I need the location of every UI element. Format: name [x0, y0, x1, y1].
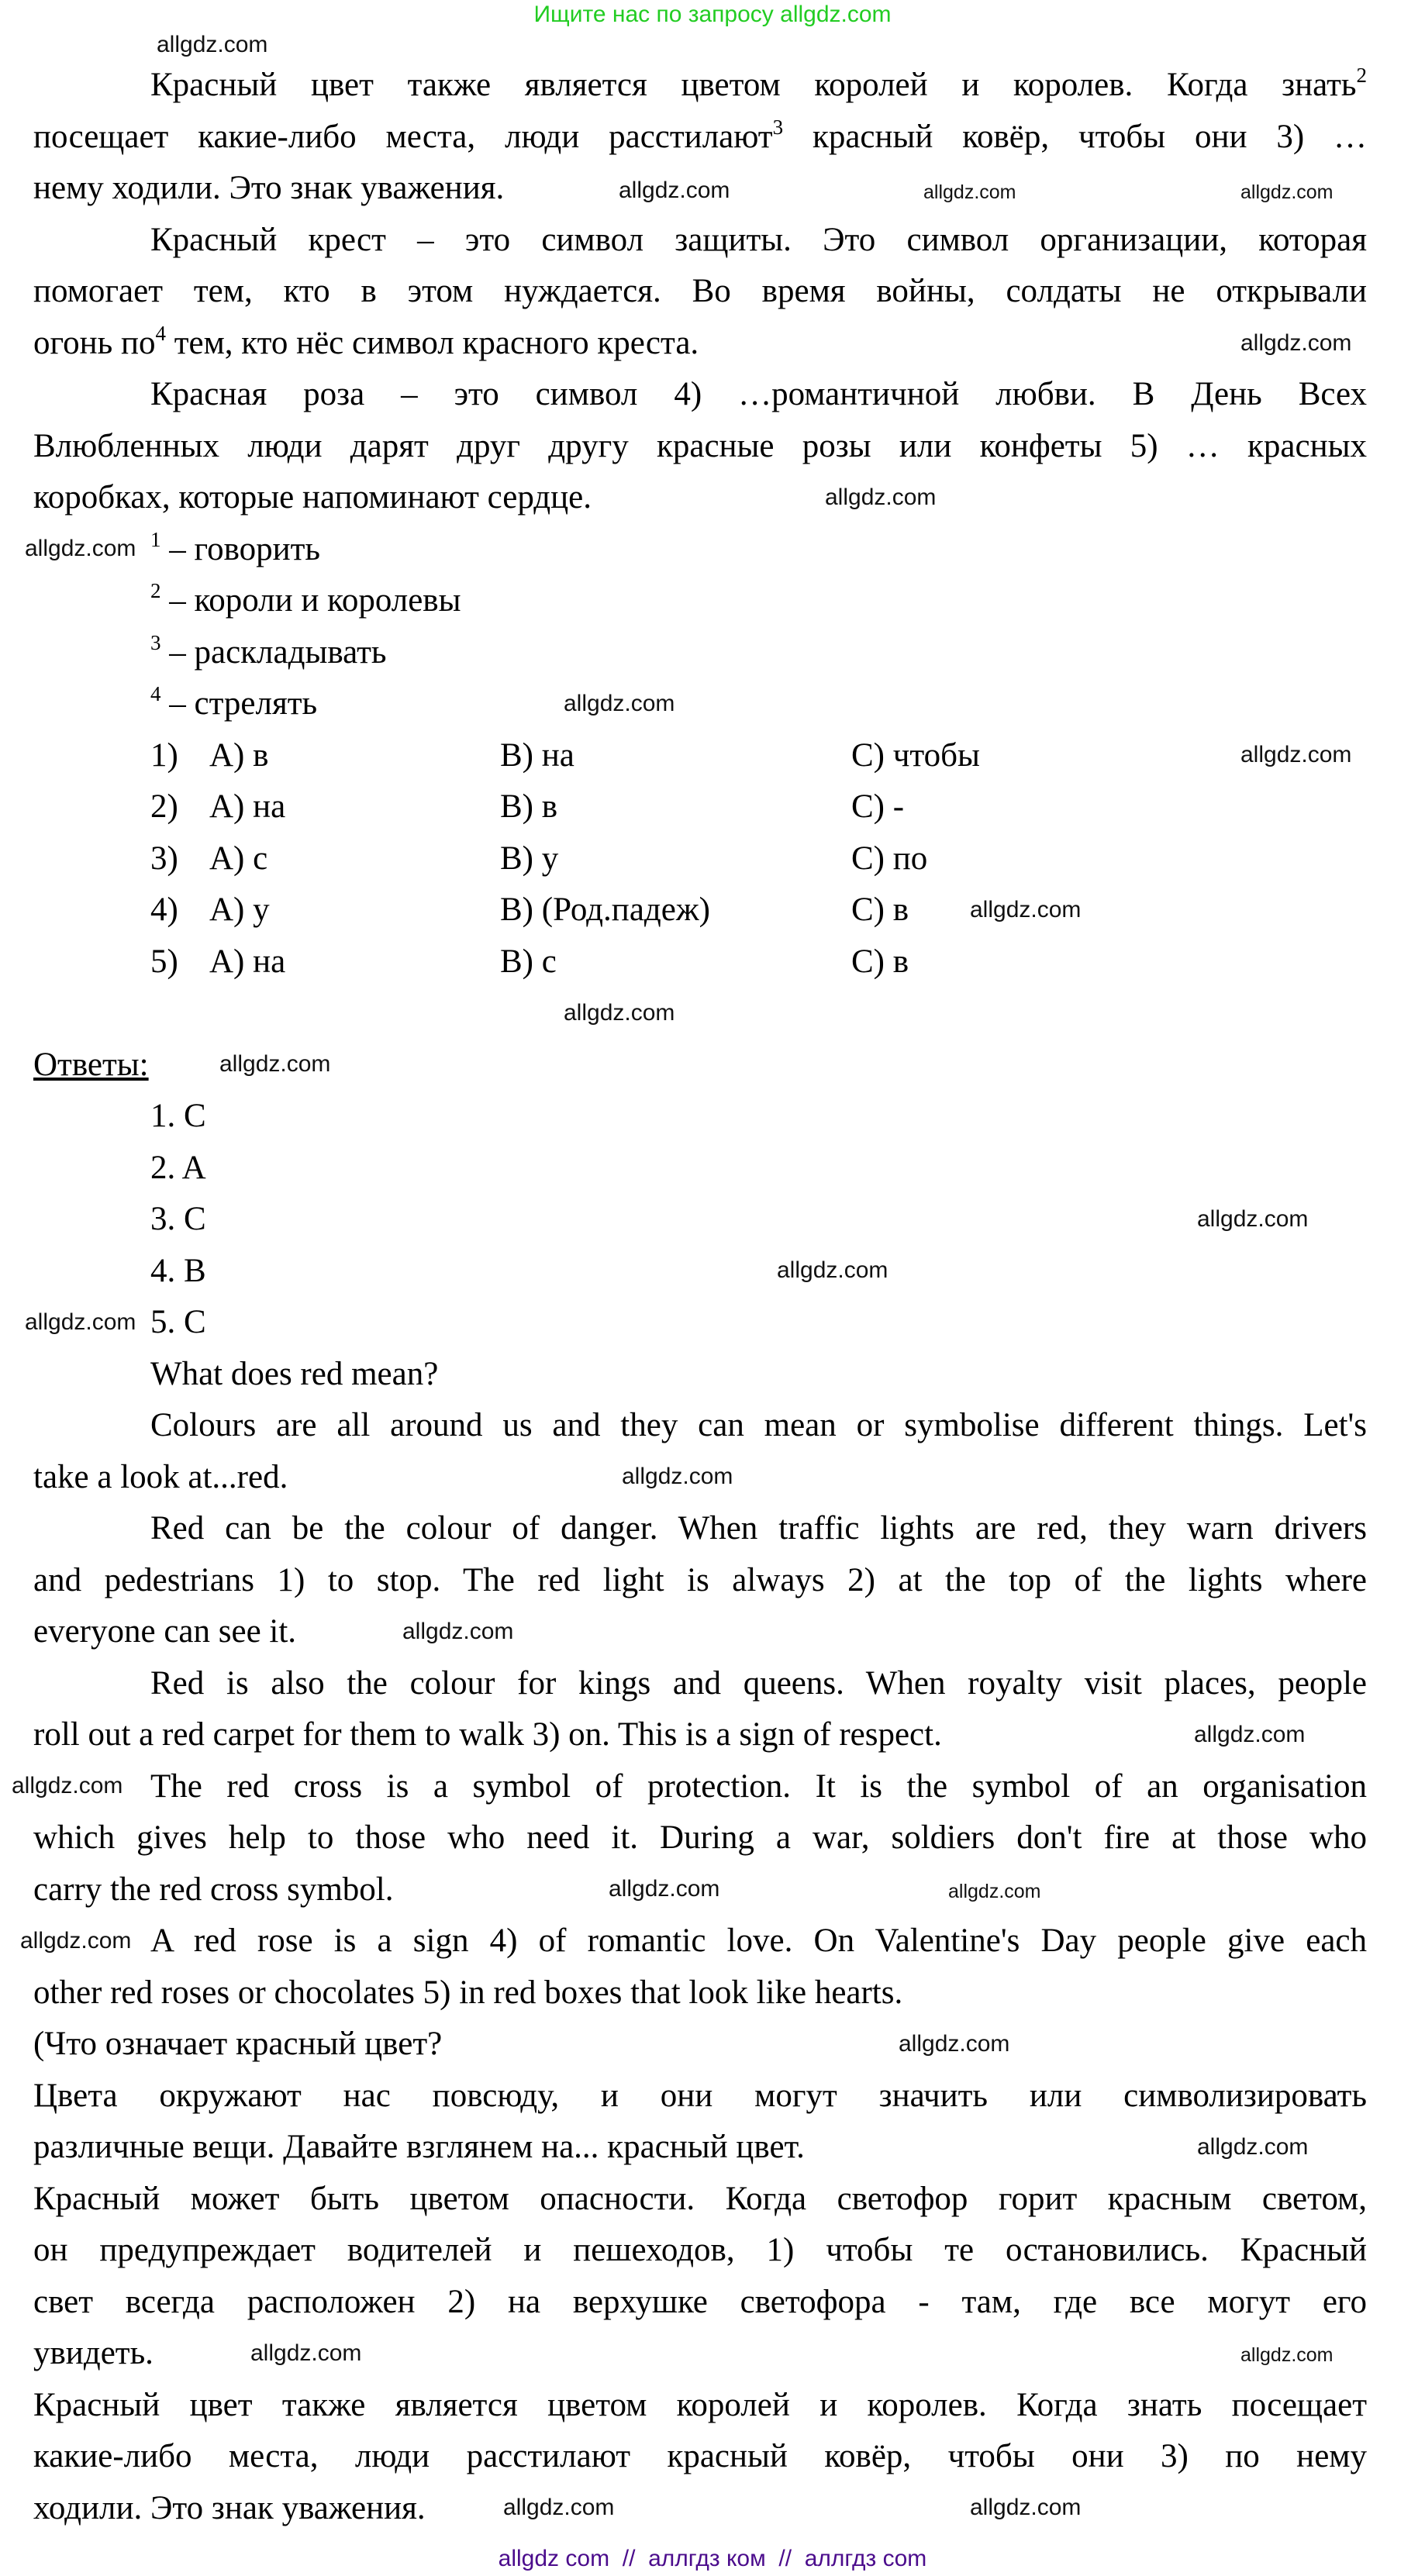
watermark: allgdz.com: [1240, 330, 1352, 356]
answer: 3. C: [150, 1201, 206, 1237]
footnote-ref: 3: [772, 115, 784, 139]
text-line: everyone can see it.: [33, 1613, 297, 1650]
option-row: 3) A) с B) у C) по: [150, 840, 928, 877]
footnote-ref: 4: [155, 321, 166, 345]
watermark: allgdz.com: [564, 1000, 675, 1026]
watermark: allgdz.com: [899, 2031, 1010, 2057]
text-line: Красный цвет также является цветом королей и королев. Когда знать посещает: [33, 2386, 1367, 2423]
footer-banner: [0, 2546, 1425, 2576]
blank-line: [33, 988, 1367, 1040]
watermark: allgdz.com: [20, 1928, 132, 1954]
watermark: allgdz.com: [1240, 2344, 1334, 2366]
watermark: allgdz.com: [825, 485, 937, 510]
text-line: Красный может быть цветом опасности. Когда светофор горит красным светом,: [33, 2180, 1367, 2217]
watermark: allgdz.com: [503, 2495, 615, 2520]
footnote: $^3$ – раскладывать: [150, 630, 387, 671]
answer: 5. C: [150, 1304, 206, 1340]
watermark: allgdz.com: [219, 1051, 331, 1077]
footnote: $^4$ – стрелять: [150, 682, 318, 722]
text-line: which gives help to those who need it. During a war, soldiers don't fire at those who: [33, 1819, 1367, 1856]
watermark: allgdz.com: [25, 536, 136, 561]
header-banner-text: Ищите нас по запросу allgdz.com: [533, 2, 892, 27]
text-line: carry the red cross symbol.: [33, 1871, 394, 1908]
text-line: различные вещи. Давайте взглянем на... красный цвет.: [33, 2129, 805, 2165]
text-line: Влюбленных люди дарят друг другу красные розы или конфеты 5) … красных: [33, 427, 1367, 464]
text-line: свет всегда расположен 2) на верхушке светофора - там, где все могут его: [33, 2283, 1367, 2320]
watermark: allgdz.com: [1194, 1722, 1306, 1747]
watermark: allgdz.com: [619, 178, 730, 203]
translation-title: (Что означает красный цвет?: [33, 2026, 443, 2062]
option-row: 4) A) у B) (Род.падеж) C) в: [150, 891, 909, 928]
answer: 4. B: [150, 1252, 206, 1289]
option-row: 2) A) на B) в C) -: [150, 788, 905, 825]
watermark: allgdz.com: [1197, 1206, 1309, 1232]
footnote-ref: 2: [1356, 64, 1367, 87]
text-line: Red can be the colour of danger. When traffic lights are red, they warn drivers: [150, 1510, 1367, 1547]
text-line: Красный цвет также является цветом королей и королев. Когда знать$^2$: [150, 64, 1367, 103]
text-line: помогает тем, кто в этом нуждается. Во время войны, солдаты не открывали: [33, 273, 1367, 309]
option-row: 5) A) на B) с C) в: [150, 943, 909, 980]
text-line: Colours are all around us and they can mean or symbolise different things. Let's: [150, 1407, 1367, 1443]
text-line: roll out a red carpet for them to walk 3) on. This is a sign of respect.: [33, 1716, 942, 1753]
answer: 1. C: [150, 1098, 206, 1134]
text-line: A red rose is a sign 4) of romantic love. On Valentine's Day people give each: [150, 1923, 1367, 1959]
watermark: allgdz.com: [1197, 2134, 1309, 2160]
watermark: allgdz.com: [564, 691, 675, 716]
footnote: $^1$ – говорить: [150, 527, 320, 567]
footer-banner-text: allgdz com // аллгдз ком // аллгдз com: [498, 2546, 927, 2571]
en-title: What does red mean?: [150, 1355, 439, 1392]
text-line: Красный крест – это символ защиты. Это символ организации, которая: [150, 221, 1367, 258]
text-line: take a look at...red.: [33, 1458, 288, 1495]
answers-title: Ответы:: [33, 1046, 149, 1083]
watermark: allgdz.com: [777, 1257, 888, 1283]
watermark: allgdz.com: [923, 181, 1016, 203]
text-line: Red is also the colour for kings and queens. When royalty visit places, people: [150, 1664, 1367, 1702]
watermark: allgdz.com: [948, 1881, 1041, 1902]
text-line: какие-либо места, люди расстилают красный ковёр, чтобы они 3) по нему: [33, 2438, 1367, 2474]
option-row: 1) A) в B) на C) чтобы: [150, 736, 980, 774]
watermark: allgdz.com: [157, 32, 268, 57]
text-line: The red cross is a symbol of protection. It is the symbol of an organisation: [150, 1767, 1367, 1805]
text-line: and pedestrians 1) to stop. The red light is always 2) at the top of the lights where: [33, 1561, 1367, 1598]
watermark: allgdz.com: [970, 897, 1082, 922]
watermark: allgdz.com: [12, 1773, 123, 1798]
text-line: Красная роза – это символ 4) …романтичной любви. В День Всех: [150, 376, 1367, 412]
header-banner: [0, 0, 1425, 33]
watermark: allgdz.com: [1240, 181, 1334, 203]
text-line: other red roses or chocolates 5) in red boxes that look like hearts.: [33, 1974, 903, 2011]
text-line: огонь $по^4$ тем, кто нёс символ красного креста.: [33, 321, 699, 361]
text-line: посещает какие-либо места, люди расстилают$^3$ красный ковёр, чтобы они 3) …: [33, 115, 1367, 155]
text-line: нему ходили. Это знак уважения.: [33, 170, 505, 206]
watermark: allgdz.com: [622, 1464, 733, 1489]
text-line: ходили. Это знак уважения.: [33, 2489, 426, 2526]
text-line: коробках, которые напоминают сердце.: [33, 479, 592, 516]
document-body: [33, 60, 1367, 2534]
watermark: allgdz.com: [1240, 742, 1352, 767]
text-line: он предупреждает водителей и пешеходов, 1) чтобы те остановились. Красный: [33, 2232, 1367, 2268]
text-line: Цвета окружают нас повсюду, и они могут значить или символизировать: [33, 2077, 1367, 2114]
watermark: allgdz.com: [609, 1876, 720, 1902]
watermark: allgdz.com: [25, 1309, 136, 1335]
watermark: allgdz.com: [250, 2340, 362, 2366]
footnote: $^2$ – короли и королевы: [150, 579, 461, 619]
watermark: allgdz.com: [402, 1619, 514, 1644]
answer: 2. A: [150, 1149, 206, 1186]
watermark: allgdz.com: [970, 2495, 1082, 2520]
text-line: увидеть.: [33, 2335, 154, 2371]
